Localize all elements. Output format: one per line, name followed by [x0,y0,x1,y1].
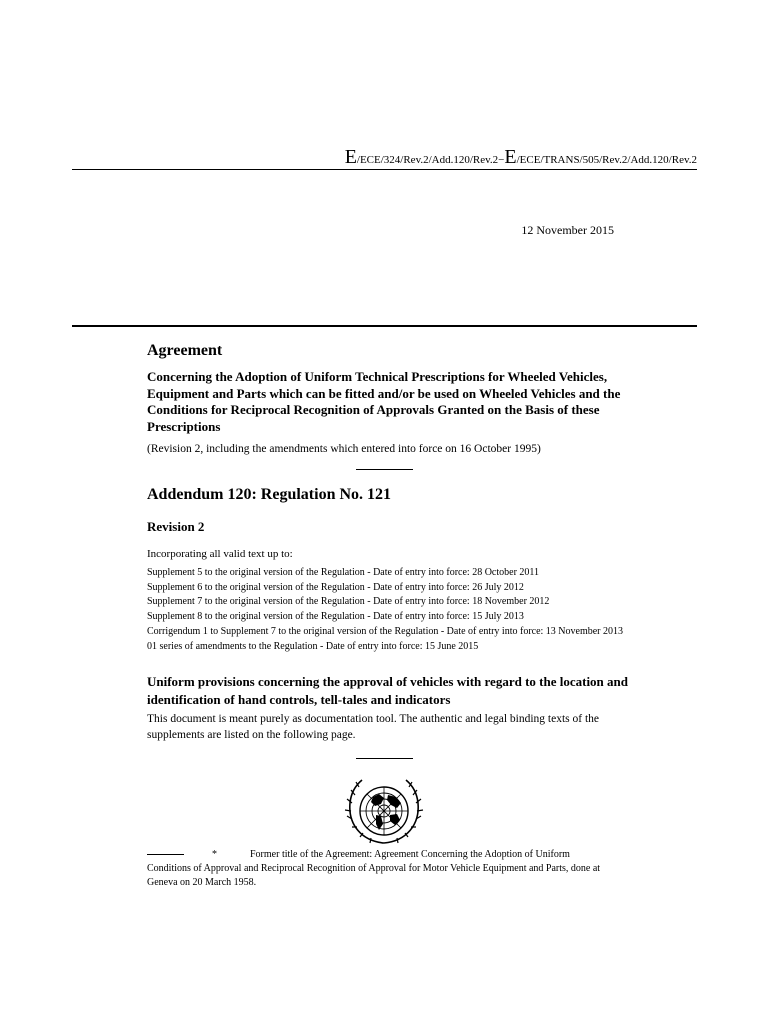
addendum-title: Addendum 120: Regulation No. 121 [147,486,392,503]
list-item: Corrigendum 1 to Supplement 7 to the original version of the Regulation - Date of entry into force: 13 November 2013 [147,625,624,637]
list-item: 01 series of amendments to the Regulation - Date of entry into force: 15 June 2015 [147,640,479,652]
symbol-prefix-1: E [344,146,357,168]
revision-note: (Revision 2, including the amendments which entered into force on 16 October 1995) [147,443,541,455]
revision-heading: Revision 2 [147,519,205,534]
regulation-title: Uniform provisions concerning the approval of vehicles with regard to the location and identification of hand controls, tell-tales and indicators [147,674,628,707]
symbol-prefix-2: E [504,146,517,168]
list-item: Supplement 8 to the original version of the Regulation - Date of entry into force: 15 July 2013 [147,611,524,623]
list-item: Supplement 6 to the original version of the Regulation - Date of entry into force: 26 July 2012 [147,581,524,593]
symbol-1: /ECE/324/Rev.2/Add.120/Rev.2 [356,154,499,166]
title-rule [72,325,697,327]
footnote [147,848,607,890]
agreement-subtitle [147,369,637,436]
footnote-text: Former title of the Agreement: Agreement Concerning the Adoption of Uniform Conditions of Approval and Reciprocal Recognition of Approval for Motor Vehicle Equipment and Parts, done at Geneva on 20 March 1958. [147,849,601,888]
supplements-list [147,566,637,654]
symbol-2: /ECE/TRANS/505/Rev.2/Add.120/Rev.2 [516,154,697,166]
list-item: Supplement 5 to the original version of the Regulation - Date of entry into force: 28 October 2011 [147,567,540,578]
united-nations-emblem-icon [342,775,426,847]
separator-line [356,469,413,470]
agreement-subtitle-text: Concerning the Adoption of Uniform Technical Prescriptions for Wheeled Vehicles, Equipment and Parts which can be fitted and/or be used on Wheeled Vehicles and the Conditions for Reciprocal Recognition of Approvals Granted on the Basis of these Prescriptions [147,369,621,434]
document-date: 12 November 2015 [521,223,614,237]
documentation-note: This document is meant purely as documentation tool. The authentic and legal binding texts of the supplements are listed on the following page. [147,713,600,741]
incorporating-label: Incorporating all valid text up to: [147,548,293,560]
footnote-rule [147,854,184,855]
footnote-star: * [212,849,217,860]
header-rule [72,169,697,170]
document-symbol [200,146,697,169]
separator-line [356,758,413,759]
symbol-separator: − [498,154,505,166]
list-item: Supplement 7 to the original version of the Regulation - Date of entry into force: 18 November 2012 [147,596,550,608]
agreement-title: Agreement [147,342,223,359]
